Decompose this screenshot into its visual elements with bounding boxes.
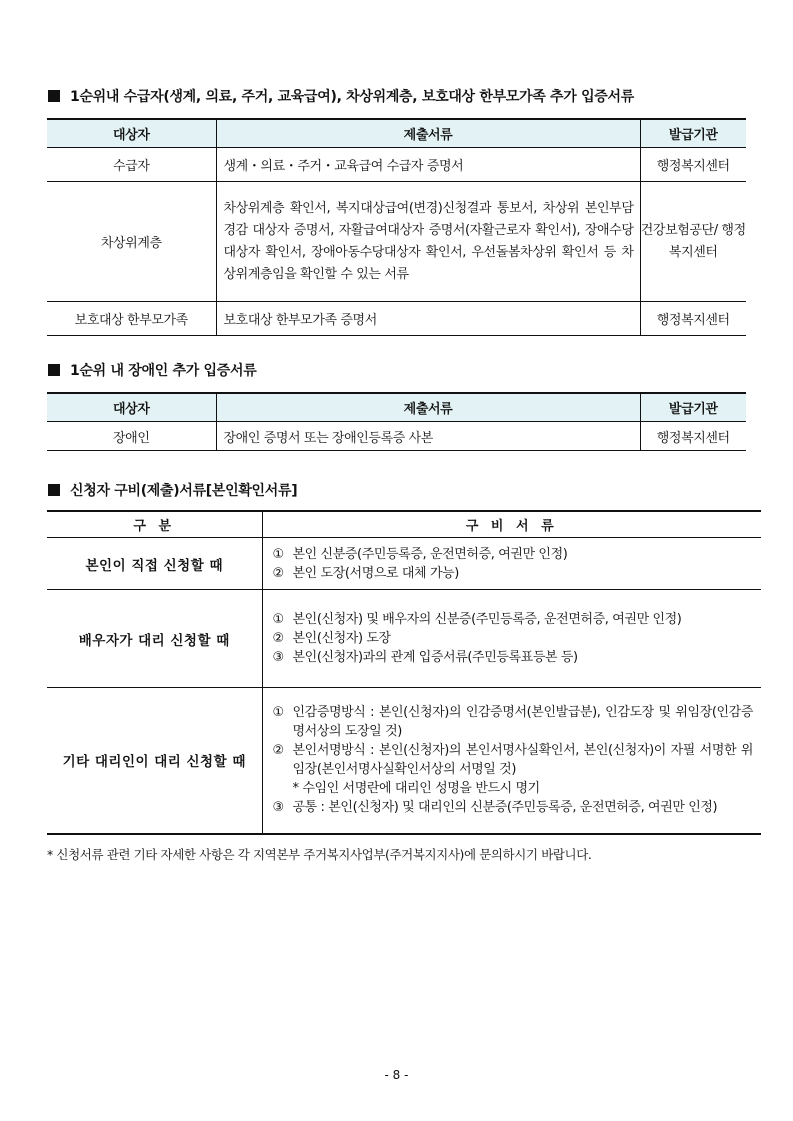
documents-list bbox=[262, 590, 761, 688]
target-cell: 장애인 bbox=[47, 422, 216, 451]
category-cell: 본인이 직접 신청할 때 bbox=[47, 538, 262, 590]
section-3-title bbox=[48, 480, 297, 500]
header-documents: 제출서류 bbox=[216, 393, 640, 422]
documents-cell: 장애인 증명서 또는 장애인등록증 사본 bbox=[216, 422, 640, 451]
section-2-title-text: 1순위 내 장애인 추가 입증서류 bbox=[70, 363, 257, 379]
header-documents: 제출서류 bbox=[216, 119, 640, 148]
list-item bbox=[273, 545, 754, 564]
table-row bbox=[47, 182, 746, 302]
item-number: ① bbox=[272, 546, 284, 562]
item-number: ③ bbox=[272, 650, 284, 665]
item-text: * 수임인 서명란에 대리인 성명을 반드시 명기 bbox=[292, 781, 540, 797]
category-cell: 배우자가 대리 신청할 때 bbox=[47, 590, 262, 688]
list-item bbox=[273, 629, 754, 648]
item-number: ① bbox=[272, 612, 284, 627]
table-row bbox=[47, 688, 761, 834]
list-item bbox=[273, 648, 754, 667]
list-item bbox=[273, 564, 754, 583]
square-bullet-icon bbox=[48, 484, 60, 496]
item-text: 본인(신청자)과의 관계 입증서류(주민등록표등본 등) bbox=[292, 650, 578, 665]
table-row bbox=[47, 148, 746, 182]
item-text: 본인(신청자) 도장 bbox=[292, 631, 391, 646]
section-1-title-text: 1순위내 수급자(생계, 의료, 주거, 교육급여), 차상위계층, 보호대상 한부모가족 추가 입증서류 bbox=[70, 89, 634, 105]
disability-documents-table bbox=[47, 392, 746, 451]
target-cell: 수급자 bbox=[47, 148, 216, 182]
item-text: 본인서명방식 : 본인(신청자)의 본인서명사실확인서, 본인(신청자)이 자필 서명한 위임장(본인서명사실확인서상의 서명일 것) bbox=[292, 743, 753, 778]
header-issuer: 발급기관 bbox=[640, 393, 746, 422]
item-number: ① bbox=[272, 705, 284, 721]
item-number: ② bbox=[272, 631, 284, 646]
square-bullet-icon bbox=[48, 364, 60, 376]
documents-cell: 생계・의료・주거・교육급여 수급자 증명서 bbox=[216, 148, 640, 182]
square-bullet-icon bbox=[48, 90, 60, 102]
list-item bbox=[273, 610, 754, 629]
table-header-row bbox=[47, 393, 746, 422]
section-1-title bbox=[48, 86, 634, 106]
item-text: 본인 신분증(주민등록증, 운전면허증, 여권만 인정) bbox=[292, 546, 568, 562]
issuer-cell: 행정복지센터 bbox=[640, 302, 746, 336]
list-item bbox=[273, 741, 754, 779]
applicant-documents-table bbox=[47, 510, 761, 835]
table-row bbox=[47, 538, 761, 590]
item-text: 인감증명방식 : 본인(신청자)의 인감증명서(본인발급분), 인감도장 및 위임장(인감증명서상의 도장일 것) bbox=[292, 705, 753, 740]
target-cell: 차상위계층 bbox=[47, 182, 216, 302]
item-number: ③ bbox=[272, 800, 284, 816]
list-item-note bbox=[273, 779, 754, 798]
documents-cell: 차상위계층 확인서, 복지대상급여(변경)신청결과 통보서, 차상위 본인부담 경감 대상자 증명서, 자활급여대상자 증명서(자활근로자 확인서), 장애수당대상자 확인서, 장애아동수당대상자 확인서, 우선돌봄차상위 확인서 등 차상위계층임을 확인할 수 있는 서류 bbox=[216, 182, 640, 302]
table-header-row bbox=[47, 119, 746, 148]
list-item bbox=[273, 798, 754, 817]
category-cell: 기타 대리인이 대리 신청할 때 bbox=[47, 688, 262, 834]
section-3-title-text: 신청자 구비(제출)서류[본인확인서류] bbox=[70, 483, 298, 499]
header-required-documents: 구 비 서 류 bbox=[262, 511, 761, 538]
section-2-title bbox=[48, 360, 256, 380]
item-text: 본인(신청자) 및 배우자의 신분증(주민등록증, 운전면허증, 여권만 인정) bbox=[292, 612, 682, 627]
list-item bbox=[273, 703, 754, 741]
header-target: 대상자 bbox=[47, 119, 216, 148]
table-row bbox=[47, 302, 746, 336]
item-number: ② bbox=[272, 743, 284, 759]
supplementary-documents-table bbox=[47, 118, 746, 336]
header-category: 구 분 bbox=[47, 511, 262, 538]
item-number: ② bbox=[272, 565, 284, 581]
table-row bbox=[47, 590, 761, 688]
documents-list bbox=[262, 538, 761, 590]
header-target: 대상자 bbox=[47, 393, 216, 422]
item-text: 본인 도장(서명으로 대체 가능) bbox=[292, 565, 459, 581]
documents-cell: 보호대상 한부모가족 증명서 bbox=[216, 302, 640, 336]
table-row bbox=[47, 422, 746, 451]
issuer-cell: 건강보험공단/ 행정복지센터 bbox=[640, 182, 746, 302]
item-text: 공통 : 본인(신청자) 및 대리인의 신분증(주민등록증, 운전면허증, 여권만 인정) bbox=[292, 800, 718, 816]
issuer-cell: 행정복지센터 bbox=[640, 148, 746, 182]
page-number: - 8 - bbox=[384, 1068, 409, 1082]
documents-list bbox=[262, 688, 761, 834]
header-issuer: 발급기관 bbox=[640, 119, 746, 148]
table-header-row bbox=[47, 511, 761, 538]
target-cell: 보호대상 한부모가족 bbox=[47, 302, 216, 336]
issuer-cell: 행정복지센터 bbox=[640, 422, 746, 451]
footnote: * 신청서류 관련 기타 자세한 사항은 각 지역본부 주거복지사업부(주거복지지사)에 문의하시기 바랍니다. bbox=[47, 847, 592, 862]
